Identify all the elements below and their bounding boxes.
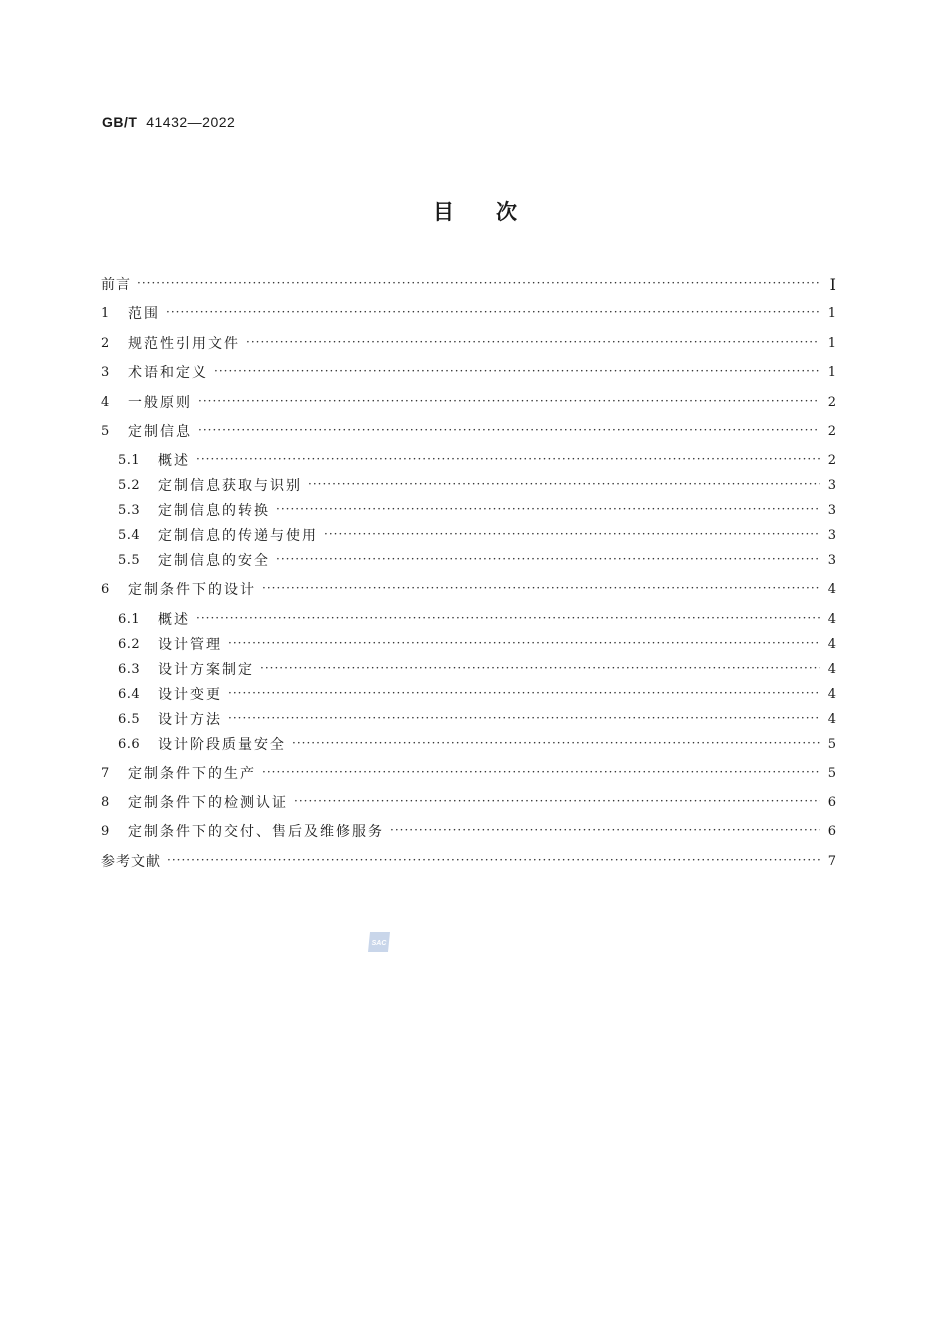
toc-entry[interactable] — [101, 791, 836, 813]
sac-logo-icon — [368, 932, 390, 952]
toc-entry-label: 规范性引用文件 — [128, 336, 240, 352]
toc-dot-leader — [324, 524, 820, 546]
toc-entry-label: 设计变更 — [158, 687, 222, 703]
standard-prefix: GB/T — [102, 114, 138, 130]
toc-entry-number: 5.4 — [118, 527, 141, 543]
toc-entry[interactable] — [101, 820, 836, 842]
toc-entry-number: 4 — [101, 394, 110, 410]
toc-entry-number: 6.3 — [118, 661, 141, 677]
toc-dot-leader — [198, 391, 820, 413]
toc-entry-page: 5 — [827, 736, 836, 752]
toc-entry-number: 6.5 — [118, 711, 141, 727]
toc-entry-number: 6.2 — [118, 636, 141, 652]
toc-entry-number: 6 — [101, 581, 110, 597]
toc-entry-label: 术语和定义 — [128, 365, 208, 381]
toc-entry-page: 4 — [827, 661, 836, 677]
toc-entry-number: 6.1 — [118, 611, 141, 627]
toc-dot-leader — [137, 273, 820, 295]
toc-dot-leader — [276, 499, 820, 521]
toc-entry[interactable] — [101, 273, 836, 295]
toc-entry-number: 5.3 — [118, 502, 141, 518]
toc-dot-leader — [390, 820, 820, 842]
toc-entry-page: 1 — [827, 305, 836, 321]
toc-entry-number: 3 — [101, 364, 110, 380]
toc-entry-label: 范围 — [128, 306, 160, 322]
toc-dot-leader — [262, 578, 820, 600]
toc-entry[interactable] — [101, 850, 836, 872]
toc-entry-page: 4 — [827, 686, 836, 702]
toc-entry-number: 6.4 — [118, 686, 141, 702]
toc-entry[interactable] — [118, 708, 836, 730]
standard-code — [102, 114, 235, 130]
standard-number: 41432—2022 — [146, 114, 236, 130]
toc-entry-number: 7 — [101, 765, 110, 781]
toc-entry-number: 5.2 — [118, 477, 141, 493]
toc-entry[interactable] — [118, 733, 836, 755]
toc-entry[interactable] — [101, 578, 836, 600]
toc-dot-leader — [276, 549, 820, 571]
toc-entry[interactable] — [101, 391, 836, 413]
toc-entry-page: 5 — [827, 765, 836, 781]
toc-entry[interactable] — [118, 658, 836, 680]
toc-entry[interactable] — [118, 499, 836, 521]
svg-text:SAC: SAC — [371, 940, 387, 947]
toc-entry-label: 定制信息 — [128, 424, 192, 440]
toc-entry[interactable] — [101, 762, 836, 784]
toc-entry-page: 4 — [827, 611, 836, 627]
toc-entry-number: 1 — [101, 305, 110, 321]
toc-dot-leader — [198, 420, 820, 442]
toc-entry-page: 3 — [827, 552, 836, 568]
toc-entry-label: 定制信息获取与识别 — [158, 478, 302, 494]
toc-entry[interactable] — [101, 302, 836, 324]
toc-entry-page: 3 — [827, 477, 836, 493]
toc-entry-page: 1 — [827, 364, 836, 380]
toc-entry-label: 概述 — [158, 453, 190, 469]
toc-entry-label: 设计阶段质量安全 — [158, 737, 286, 753]
toc-dot-leader — [196, 608, 820, 630]
toc-entry[interactable] — [118, 683, 836, 705]
toc-entry-label: 定制信息的安全 — [158, 553, 270, 569]
toc-dot-leader — [262, 762, 820, 784]
toc-entry-label: 定制信息的传递与使用 — [158, 528, 318, 544]
toc-entry-label: 参考文献 — [101, 854, 161, 870]
toc-entry[interactable] — [118, 474, 836, 496]
toc-entry-page: 1 — [827, 335, 836, 351]
toc-entry[interactable] — [101, 420, 836, 442]
toc-entry-label: 定制信息的转换 — [158, 503, 270, 519]
toc-dot-leader — [196, 449, 820, 471]
toc-dot-leader — [228, 708, 820, 730]
toc-entry[interactable] — [101, 361, 836, 383]
toc-entry-page: I — [829, 274, 836, 294]
toc-entry-label: 设计方法 — [158, 712, 222, 728]
toc-entry-page: 4 — [827, 581, 836, 597]
toc-entry[interactable] — [118, 608, 836, 630]
toc-entry[interactable] — [118, 633, 836, 655]
toc-entry-number: 8 — [101, 794, 110, 810]
toc-entry-label: 设计管理 — [158, 637, 222, 653]
toc-entry-page: 3 — [827, 527, 836, 543]
toc-dot-leader — [246, 332, 820, 354]
toc-entry-page: 2 — [827, 423, 836, 439]
toc-entry-label: 概述 — [158, 612, 190, 628]
toc-entry[interactable] — [101, 332, 836, 354]
toc-entry-label: 一般原则 — [128, 395, 192, 411]
toc-dot-leader — [228, 683, 820, 705]
toc-entry-number: 2 — [101, 335, 110, 351]
toc-entry-page: 4 — [827, 711, 836, 727]
toc-entry-page: 2 — [827, 394, 836, 410]
toc-entry[interactable] — [118, 524, 836, 546]
toc-dot-leader — [260, 658, 820, 680]
toc-entry-page: 7 — [827, 853, 836, 869]
toc-entry-label: 定制条件下的生产 — [128, 766, 256, 782]
toc-dot-leader — [167, 850, 820, 872]
sac-watermark-logo — [366, 930, 392, 954]
toc-entry-number: 5.1 — [118, 452, 141, 468]
toc-entry-label: 定制条件下的检测认证 — [128, 795, 288, 811]
toc-dot-leader — [166, 302, 820, 324]
toc-dot-leader — [308, 474, 820, 496]
toc-entry-number: 9 — [101, 823, 110, 839]
toc-entry-page: 6 — [827, 823, 836, 839]
toc-entry-page: 4 — [827, 636, 836, 652]
toc-entry-number: 5.5 — [118, 552, 141, 568]
toc-entry[interactable] — [118, 449, 836, 471]
toc-entry-label: 设计方案制定 — [158, 662, 254, 678]
toc-entry-page: 3 — [827, 502, 836, 518]
toc-dot-leader — [294, 791, 820, 813]
toc-entry[interactable] — [118, 549, 836, 571]
page-title: 目次 — [433, 200, 559, 224]
toc-entry-label: 定制条件下的交付、售后及维修服务 — [128, 824, 384, 840]
toc-dot-leader — [292, 733, 820, 755]
toc-dot-leader — [228, 633, 820, 655]
toc-entry-label: 定制条件下的设计 — [128, 582, 256, 598]
toc-entry-number: 6.6 — [118, 736, 141, 752]
toc-entry-page: 2 — [827, 452, 836, 468]
toc-entry-label: 前言 — [101, 277, 131, 293]
toc-dot-leader — [214, 361, 820, 383]
toc-entry-page: 6 — [827, 794, 836, 810]
toc-entry-number: 5 — [101, 423, 110, 439]
